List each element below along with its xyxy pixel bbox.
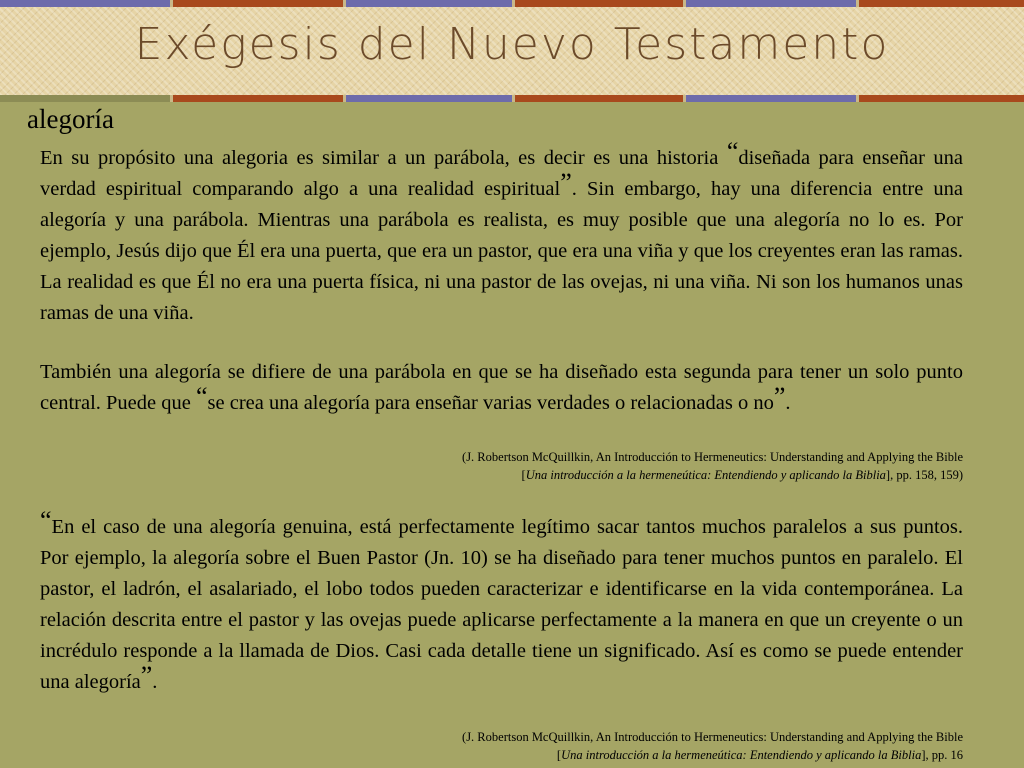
paragraph-difference — [40, 357, 963, 419]
citation-line — [300, 746, 963, 764]
citation-line: (J. Robertson McQuillkin, An Introducción to Hermeneutics: Understanding and Applying the Bible — [462, 450, 963, 464]
paragraph-text: En su propósito una alegoria es similar a un parábola, es decir es una historia — [40, 147, 727, 169]
quoted-text: diseñada para enseñar una verdad espiritual comparando algo a una realidad espiritual — [40, 147, 963, 200]
section-heading: alegoría — [27, 104, 114, 134]
top-decorative-stripe — [0, 0, 1024, 7]
quoted-text: se crea una alegoría para enseñar varias verdades o relacionadas o no — [207, 392, 774, 414]
citation-bracket: [ — [521, 468, 526, 482]
paragraph-text: . Sin embargo, hay una diferencia entre una alegoría y una parábola. Mientras una parábola es realista, es muy posible que una alegoría no lo es. Por ejemplo, Jesús dijo que Él era una puerta, que era un pastor, que era una viña y que los creyentes eran las ramas. La realidad es que Él no era una puerta física, ni una pastor de las ovejas, ni una viña. Ni son los humanos unas ramas de una viña. — [40, 178, 963, 324]
open-quote: “ — [195, 382, 208, 411]
close-quote: ” — [140, 661, 153, 690]
paragraph-text: También una alegoría se difiere de una parábola en que se ha diseñado esta segunda para tener un solo punto central. Puede que — [40, 361, 963, 414]
citation-italic-title: Una introducción a la hermeneútica: Entendiendo y aplicando la Biblia — [561, 748, 922, 762]
citation-first — [300, 448, 963, 484]
paragraph-text: . — [785, 392, 791, 414]
quoted-text: En el caso de una alegoría genuina, está perfectamente legítimo sacar tantos muchos paralelos a sus puntos. Por ejemplo, la alegoría sobre el Buen Pastor (Jn. 10) se ha diseñado para tener muchos puntos en paralelo. El pastor, el ladrón, el asalariado, el lobo todos pueden caracterizar e identificarse en la vida contemporánea. La relación descrita entre el pastor y las ovejas puede aplicarse perfectamente a la manera en que un creyente o un incrédulo responde a la llamada de Dios. Casi cada detalle tiene un significado. Así es como se puede entender una alegoría — [40, 516, 963, 693]
open-quote: “ — [726, 137, 739, 166]
close-quote: ” — [560, 168, 572, 197]
close-quote: ” — [773, 382, 786, 411]
paragraph-definition — [40, 137, 963, 329]
citation-line: (J. Robertson McQuillkin, An Introducción to Hermeneutics: Understanding and Applying the Bible — [462, 730, 963, 744]
paragraph-quote-genuine — [40, 506, 963, 698]
citation-pages: ], pp. 16 — [921, 748, 963, 762]
citation-second — [300, 728, 963, 764]
open-quote: “ — [40, 506, 52, 535]
citation-line — [300, 466, 963, 484]
citation-pages: ], pp. 158, 159) — [885, 468, 963, 482]
title-banner — [0, 7, 1024, 95]
paragraph-text: . — [152, 671, 158, 693]
citation-italic-title: Una introducción a la hermeneútica: Entendiendo y aplicando la Biblia — [525, 468, 886, 482]
page-title: Exégesis del Nuevo Testamento — [134, 19, 890, 70]
citation-bracket: [ — [556, 748, 562, 762]
bottom-decorative-stripe — [0, 95, 1024, 102]
